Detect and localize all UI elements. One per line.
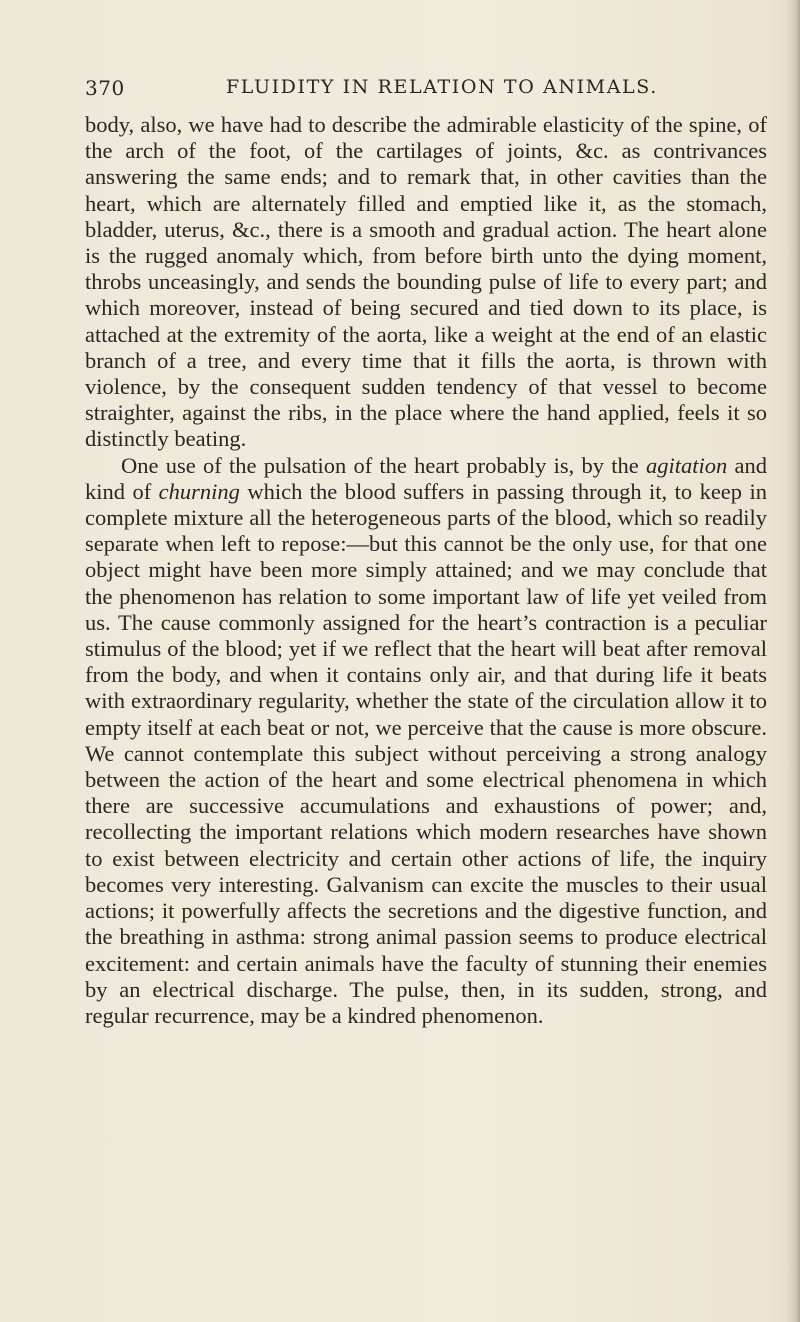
paragraph-2-part-3: which the blood suffers in passing through it, to keep in complete mixture all the heterogeneous parts of the blood, which so readily separate when left to repose:—but this cannot be the only use, for that one object might have been more simply attained; and we may conclude that the phenomenon has relation to some important law of life yet veiled from us. The cause commonly assigned for the heart’s contraction is a peculiar stimulus of the blood; yet if we reflect that the heart will beat after removal from the body, and when it contains only air, and that during life it beats with extraordinary regularity, whether the state of the circulation allow it to empty itself at each beat or not, we perceive that the cause is more obscure. We cannot contemplate this subject without perceiving a strong analogy between the action of the heart and some electrical phenomena in which there are successive accumulations and exhaustions of power; and, recollecting the important relations which modern researches have shown to exist between electricity and certain other actions of life, the inquiry becomes very interesting. Galvanism can excite the muscles to their usual actions; it powerfully affects the secretions and the digestive function, and the breathing in asthma: strong animal passion seems to produce electrical excitement: and certain animals have the faculty of stunning their enemies by an electrical discharge. The pulse, then, in its sudden, strong, and regular recurrence, may be a kindred phenomenon.: [85, 478, 767, 1028]
emphasis-churning: churning: [158, 478, 240, 504]
paragraph-1: body, also, we have had to describe the admirable elasticity of the spine, of the arch of the foot, of the cartilages of joints, &c. as contrivances answering the same ends; and to remark that, in other cavities than the heart, which are alternately filled and emptied like it, as the stomach, bladder, uterus, &c., there is a smooth and gradual action. The heart alone is the rugged anomaly which, from before birth unto the dying moment, throbs unceasingly, and sends the bounding pulse of life to every part; and which moreover, instead of being secured and tied down to its place, is attached at the extremity of the aorta, like a weight at the end of an elastic branch of a tree, and every time that it fills the aorta, is thrown with violence, by the consequent sudden tendency of that vessel to become straighter, against the ribs, in the place where the hand applied, feels it so distinctly beating.: [85, 112, 767, 452]
paragraph-2: [85, 453, 767, 1029]
body-text: [85, 112, 767, 1029]
page-edge-shadow: [786, 0, 800, 1322]
page-header: [85, 76, 767, 102]
emphasis-agitation: agitation: [645, 452, 728, 478]
paragraph-2-part-1: One use of the pulsation of the heart probably is, by the: [121, 452, 646, 478]
page-number: 370: [85, 76, 125, 100]
running-head: FLUIDITY IN RELATION TO ANIMALS.: [226, 76, 658, 98]
paragraph-2-part-2: and kind of: [85, 452, 767, 504]
